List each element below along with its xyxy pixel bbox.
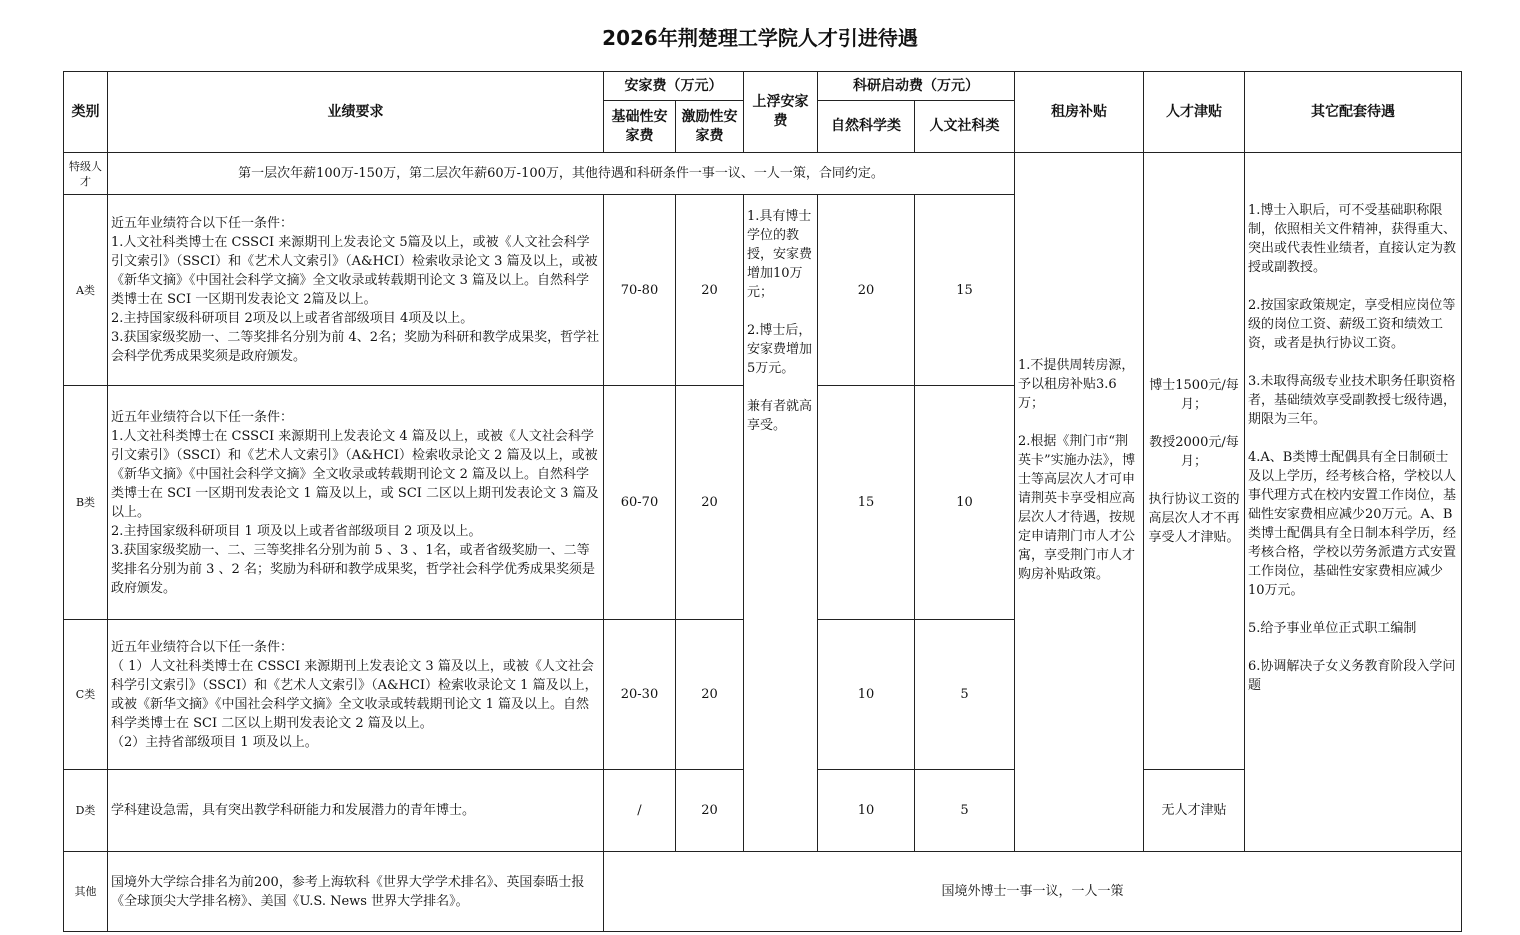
header-natural-sci: 自然科学类 (818, 101, 915, 153)
row-c-requirement: 近五年业绩符合以下任一条件： （ 1）人文社科类博士在 CSSCI 来源期刊上发表论文 3 篇及以上，或被《人文社会科学引文索引》（SSCI）和《艺术人文索引》（A&HCI）检索收录论文 1 篇及以上，或被《新华文摘》《中国社会科学文摘》全文收录或转载期刊论文 1 篇及以上。自然科学类博士在 SCI 二区以上期刊发表论文 2 篇及以上。 （2）主持省部级项目 1 项及以上。 (108, 620, 604, 770)
row-c-basic-fee: 20-30 (604, 620, 676, 770)
row-a-humanities: 15 (915, 195, 1015, 386)
row-d-humanities: 5 (915, 770, 1015, 852)
header-humanities: 人文社科类 (915, 101, 1015, 153)
other-benefits-text: 1.博士入职后，可不受基础职称限制，依照相关文件精神，获得重大、突出或代表性业绩者，直接认定为教授或副教授。 2.按国家政策规定，享受相应岗位等级的岗位工资、薪级工资和绩效工资，或者是执行协议工资。 3.未取得高级专业技术职务任职资格者，基础绩效享受副教授七级待遇，期限为三年。 4.A、B类博士配偶具有全日制硕士及以上学历，经考核合格，学校以人事代理方式在校内安置工作岗位，基础性安家费相应减少20万元。A、B类博士配偶具有全日制本科学历，经考核合格，学校以劳务派遣方式安置工作岗位，基础性安家费相应减少10万元。 5.给予事业单位正式职工编制 6.协调解决子女义务教育阶段入学问题 (1245, 153, 1462, 852)
header-settle-fee: 安家费（万元） (604, 72, 744, 101)
float-fee-text: 1.具有博士学位的教授，安家费增加10万元； 2.博士后，安家费增加5万元。 兼有者就高享受。 (744, 195, 818, 852)
row-b-category: B类 (64, 386, 108, 620)
page-title: 2026年荆楚理工学院人才引进待遇 (602, 26, 918, 50)
header-basic-fee: 基础性安家费 (604, 101, 676, 153)
header-other: 其它配套待遇 (1245, 72, 1462, 153)
header-research-fee: 科研启动费（万元） (818, 72, 1015, 101)
header-rent: 租房补贴 (1015, 72, 1144, 153)
others-category: 其他 (64, 852, 108, 932)
row-d-basic-fee: / (604, 770, 676, 852)
row-b-incentive-fee: 20 (676, 386, 744, 620)
header-category: 类别 (64, 72, 108, 153)
row-c-incentive-fee: 20 (676, 620, 744, 770)
row-d-requirement: 学科建设急需，具有突出教学科研能力和发展潜力的青年博士。 (108, 770, 604, 852)
row-b-basic-fee: 60-70 (604, 386, 676, 620)
row-a-incentive-fee: 20 (676, 195, 744, 386)
rent-subsidy-text: 1.不提供周转房源，予以租房补贴3.6万； 2.根据《荆门市“荆英卡”实施办法》，博士等高层次人才可申请荆英卡享受相应高层次人才待遇，按规定申请荆门市人才公寓，享受荆门市人才购房补贴政策。 (1015, 153, 1144, 852)
row-a-requirement: 近五年业绩符合以下任一条件： 1.人文社科类博士在 CSSCI 来源期刊上发表论文 5篇及以上，或被《人文社会科学引文索引》（SSCI）和《艺术人文索引》（A&HCI）检索收录论文 3 篇及以上，或被《新华文摘》《中国社会科学文摘》全文收录或转载期刊论文 3 篇及以上。自然科学类博士在 SCI 一区期刊发表论文 2篇及以上。 2.主持国家级科研项目 2项及以上或者省部级项目 4项及以上。 3.获国家级奖励一、二等奖排名分别为前 4、2名；奖励为科研和教学成果奖，哲学社会科学优秀成果奖须是政府颁发。 (108, 195, 604, 386)
row-d-natural: 10 (818, 770, 915, 852)
row-d-category: D类 (64, 770, 108, 852)
talent-table (63, 71, 1462, 932)
special-category: 特级人才 (64, 153, 108, 195)
special-text: 第一层次年薪100万-150万，第二层次年薪60万-100万，其他待遇和科研条件一事一议、一人一策，合同约定。 (108, 153, 1015, 195)
row-a-basic-fee: 70-80 (604, 195, 676, 386)
row-a-category: A类 (64, 195, 108, 386)
allowance-text: 博士1500元/每月； 教授2000元/每月； 执行协议工资的高层次人才不再享受人才津贴。 (1144, 153, 1245, 770)
others-requirement: 国境外大学综合排名为前200，参考上海软科《世界大学学术排名》、英国泰晤士报《全球顶尖大学排名榜》、美国《U.S. News 世界大学排名》。 (108, 852, 604, 932)
row-b-requirement: 近五年业绩符合以下任一条件： 1.人文社科类博士在 CSSCI 来源期刊上发表论文 4 篇及以上，或被《人文社会科学引文索引》（SSCI）和《艺术人文索引》（A&HCI）检索收录论文 2 篇及以上，或被《新华文摘》《中国社会科学文摘》全文收录或转载期刊论文 2 篇及以上。自然科学类博士在 SCI 一区期刊发表论文 1 篇及以上，或 SCI 二区以上期刊发表论文 3 篇及以上。 2.主持国家级科研项目 1 项及以上或者省部级项目 2 项及以上。 3.获国家级奖励一、二、三等奖排名分别为前 5 、3 、1名，或者省级奖励一、二等奖排名分别为前 3 、2 名；奖励为科研和教学成果奖，哲学社会科学优秀成果奖须是政府颁发。 (108, 386, 604, 620)
row-c-natural: 10 (818, 620, 915, 770)
row-b-humanities: 10 (915, 386, 1015, 620)
row-c-humanities: 5 (915, 620, 1015, 770)
row-a-natural: 20 (818, 195, 915, 386)
row-d-incentive-fee: 20 (676, 770, 744, 852)
header-requirement: 业绩要求 (108, 72, 604, 153)
row-d-allowance: 无人才津贴 (1144, 770, 1245, 852)
row-c-category: C类 (64, 620, 108, 770)
others-treatment: 国境外博士一事一议，一人一策 (604, 852, 1462, 932)
header-float-fee: 上浮安家费 (744, 72, 818, 153)
header-incentive-fee: 激励性安家费 (676, 101, 744, 153)
header-allowance: 人才津贴 (1144, 72, 1245, 153)
row-b-natural: 15 (818, 386, 915, 620)
